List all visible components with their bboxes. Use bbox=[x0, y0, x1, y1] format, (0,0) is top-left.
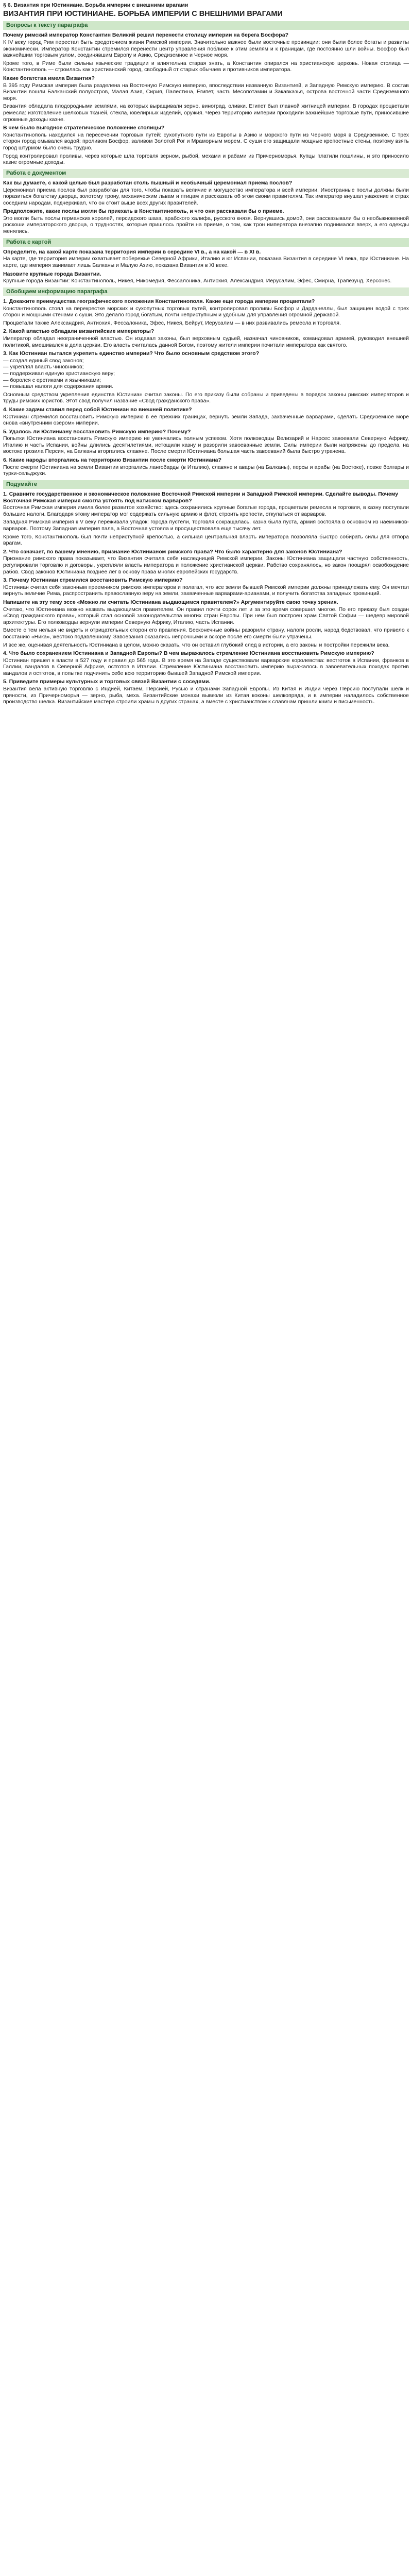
answer-paragraph: Юстиниан стремился восстановить Римскую империю в ее прежних границах, вернуть земли Запада, захваченные варварами, сделать Средиземное море снова «внутренним озером» империи. bbox=[3, 413, 409, 427]
answer-paragraph: Византия обладала плодородными землями, на которых выращивали зерно, виноград, оливки. Египет был главной житницей империи. В городах процветали ремесла: изготовление шелковых тканей, стекла, ювелирных изделий, оружия. Через территорию империи проходили важнейшие торговые пути, приносившие огромные доходы казне. bbox=[3, 103, 409, 123]
question: Какие богатства имела Византия? bbox=[3, 75, 95, 82]
answer-paragraph: Город контролировал проливы, через которые шла торговля зерном, рыбой, мехами и рабами из Причерноморья. Купцы платили пошлины, и это приносило казне огромные доходы. bbox=[3, 152, 409, 166]
question-block bbox=[3, 350, 409, 404]
question-block bbox=[3, 125, 409, 166]
question-block bbox=[3, 650, 409, 676]
answer-paragraph: Западная Римская империя к V веку переживала упадок: города пустели, торговля сокращалась, казна была пуста, армия состояла в основном из наемников-варваров. Поэтому Западная империя пала, а Восточная устояла и просуществовала еще тысячу лет. bbox=[3, 519, 409, 532]
question-block bbox=[3, 457, 409, 477]
question-block bbox=[3, 298, 409, 326]
question: 3. Как Юстиниан пытался укрепить единство империи? Что было основным средством этого? bbox=[3, 350, 260, 357]
question-block bbox=[3, 429, 409, 455]
section-heading: Обобщаем информацию параграфа bbox=[3, 287, 409, 296]
question: 1. Сравните государственное и экономическое положение Восточной Римской империи и Западной Римской империи. Сделайте выводы. Почему Восточная Римская империя смогла устоять под натиском варваров? bbox=[3, 491, 399, 504]
question: Назовите крупные города Византии. bbox=[3, 270, 101, 277]
answer-paragraph: Попытки Юстиниана восстановить Римскую империю не увенчались полным успехом. Хотя полководцы Велизарий и Нарсес завоевали Северную Африку, Италию и часть Испании, войны длились десятилетиями, истощили казну и разорили завоеванные земли. Силы империи были напряжены до предела, на востоке грозила Персия, на Балканы вторгались славяне. После смерти Юстиниана большая часть завоеваний была быстро утрачена. bbox=[3, 435, 409, 455]
question-block bbox=[3, 180, 409, 206]
question: 2. Что означает, по вашему мнению, признание Юстинианом римского права? Что было характерно для законов Юстиниана? bbox=[3, 548, 342, 555]
answer-paragraph: Византия вела активную торговлю с Индией, Китаем, Персией, Русью и странами Западной Европы. Из Китая и Индии через Персию поступали шелк и пряности, из Причерноморья — зерно, рыба, меха. Византийские монахи вывезли из Китая коконы шелкопряда, и в империи наладилось собственное производство шелка. Византийские мастера строили храмы в других странах, а вместе с христианством к славянам пришли книги и письменность. bbox=[3, 686, 409, 705]
answer-paragraph: Кроме того, в Риме были сильны языческие традиции и влиятельна старая знать, а Константин опирался на христианскую церковь. Новая столица — Константинополь — строилась как христианский город, свободный от старых обычаев и противников императора. bbox=[3, 60, 409, 73]
question-block bbox=[3, 208, 409, 234]
question-block bbox=[3, 577, 409, 597]
answer-paragraph: Крупные города Византии: Константинополь, Никея, Никомедия, Фессалоника, Антиохия, Александрия, Иерусалим, Эфес, Смирна, Трапезунд, Херсонес. bbox=[3, 278, 392, 284]
answer-paragraph: Юстиниан считал себя законным преемником римских императоров и полагал, что все земли бывшей Римской империи должны принадлежать ему. Он мечтал вернуть величие Рима, распространить православную веру на земли, захваченные варварами-арианами, и получить богатства западных провинций. bbox=[3, 584, 409, 597]
question: 3. Почему Юстиниан стремился восстановить Римскую империю? bbox=[3, 577, 183, 584]
question: Как вы думаете, с какой целью был разработан столь пышный и необычный церемониал приема послов? bbox=[3, 179, 293, 186]
question-block bbox=[3, 406, 409, 427]
question: В чем было выгодное стратегическое положение столицы? bbox=[3, 125, 165, 131]
list-item: — поддерживал единую христианскую веру; bbox=[3, 370, 115, 377]
answer-paragraph: На карте, где территория империи охватывает побережье Северной Африки, Италию и юг Испании, показана Византия в середине VI века, при Юстиниане. На карте, где империя занимает лишь Балканы и Малую Азию, показана Византия в XI веке. bbox=[3, 256, 409, 269]
question-block bbox=[3, 679, 409, 705]
section-heading: Вопросы к тексту параграфа bbox=[3, 21, 409, 30]
answer-paragraph: Восточная Римская империя имела более развитое хозяйство: здесь сохранились крупные богатые города, процветали ремесла и торговля, в казну поступали большие налоги. Благодаря этому император мог содержать сильную армию и флот, строить крепости, откупаться от варваров. bbox=[3, 504, 409, 517]
answer-paragraph: Это могли быть послы германских королей, персидского шаха, арабского халифа, русского князя. Вернувшись домой, они рассказывали бы о необыкновенной роскоши императорского дворца, о трудностях, которые пришлось пройти на приеме, о том, как трон императора внезапно поднимался вверх, а его одежды менялись. bbox=[3, 215, 409, 235]
answer-paragraph: Признание римского права показывает, что Византия считала себя наследницей Римской империи. Законы Юстиниана защищали частную собственность, регулировали торговлю и договоры, укрепляли власть императора и положение христианской церкви. Рабство сохранялось, но закон поощрял освобождение рабов. Свод законов Юстиниана позднее лег в основу права многих европейских государств. bbox=[3, 555, 409, 575]
breadcrumb: § 6. Византия при Юстиниане. Борьба империи с внешними врагами bbox=[3, 2, 188, 8]
question-block bbox=[3, 271, 409, 284]
section-heading: Работа с картой bbox=[3, 238, 409, 247]
page-title: ВИЗАНТИЯ ПРИ ЮСТИНИАНЕ. БОРЬБА ИМПЕРИИ С ВНЕШНИМИ ВРАГАМИ bbox=[3, 9, 283, 18]
question: 1. Докажите преимущества географического положения Константинополя. Какие еще города империи процветали? bbox=[3, 298, 315, 305]
question-block bbox=[3, 491, 409, 547]
answer-paragraph: Церемониал приема послов был разработан для того, чтобы показать величие и могущество императора и всей империи. Иностранные послы должны были поразиться богатству дворца, золотому трону, механическим львам и птицам и рассказать об этом своим правителям. Так император внушал уважение и страх соседним народам, подчеркивал, что он стоит выше всех других правителей. bbox=[3, 187, 409, 206]
answer-paragraph: Константинополь находился на пересечении торговых путей: сухопутного пути из Европы в Азию и морского пути из Черного моря в Средиземное. С трех сторон город омывался водой: проливом Босфор, заливом Золотой Рог и Мраморным морем. С суши его защищали мощные крепостные стены, поэтому взять город штурмом было очень трудно. bbox=[3, 131, 409, 151]
question: Напишите на эту тему эссе «Можно ли считать Юстиниана выдающимся правителем?» Аргументируйте свою точку зрения. bbox=[3, 599, 338, 605]
question-block bbox=[3, 249, 409, 269]
list-item: — укреплял власть чиновников; bbox=[3, 364, 84, 370]
answer-paragraph: Основным средством укрепления единства Юстиниан считал законы. По его приказу были собраны и приведены в порядок законы римских императоров и труды римских юристов. Этот свод получил название «Свод гражданского права». bbox=[3, 391, 409, 404]
answer-paragraph: Считаю, что Юстиниана можно назвать выдающимся правителем. Он правил почти сорок лет и за это время совершил многое. По его приказу был создан «Свод гражданского права», который стал основой законодательства многих стран Европы. При нем был построен храм Святой Софии — шедевр мировой архитектуры. Его полководцы вернули империи Северную Африку, Италию, часть Испании. bbox=[3, 606, 409, 625]
answer-paragraph: В 395 году Римская империя была разделена на Восточную Римскую империю, впоследствии названную Византией, и Западную Римскую империю. В состав Византии вошли Балканский полуостров, Малая Азия, Сирия, Палестина, Египет, часть Месопотамии и Закавказья, острова восточной части Средиземного моря. bbox=[3, 82, 409, 101]
question: Предположите, какие послы могли бы приехать в Константинополь, и что они рассказали бы о приеме. bbox=[3, 208, 284, 215]
answer-paragraph: К IV веку город Рим перестал быть средоточием жизни Римской империи. Значительно важнее были восточные провинции: они были более богаты и развиты экономически. Император Константин стремился перенести центр управления поближе к этим землям и к границам, где постоянно шли войны. Босфор был важнейшим торговым узлом, соединявшим Европу и Азию, Средиземное и Черное моря. bbox=[3, 39, 409, 59]
question-block bbox=[3, 75, 409, 123]
question-block bbox=[3, 549, 409, 575]
section-heading: Подумайте bbox=[3, 480, 409, 489]
answer-paragraph: Вместе с тем нельзя не видеть и отрицательных сторон его правления. Бесконечные войны разорили страну, налоги росли, народ бедствовал, что привело к восстанию «Ника», жестоко подавленному. Завоевания оказались непрочными и вскоре после его смерти были утрачены. bbox=[3, 627, 409, 640]
question: 4. Какие задачи ставил перед собой Юстиниан во внешней политике? bbox=[3, 406, 192, 413]
page bbox=[0, 0, 412, 705]
answer-list bbox=[3, 358, 409, 390]
question: Определите, на какой карте показана территория империи в середине VI в., а на какой — в XI в. bbox=[3, 248, 261, 255]
answer-paragraph: Юстиниан пришел к власти в 527 году и правил до 565 года. В это время на Западе существовали варварские королевства: вестготов в Испании, франков в Галлии, вандалов в Северной Африке, остготов в Италии. Стремление Юстиниана восстановить империю выражалось в завоевательных походах против вандалов и остготов, в попытке подчинить себе всю территорию бывшей Западной Римской империи. bbox=[3, 657, 409, 676]
question-block bbox=[3, 599, 409, 648]
answer-paragraph: Константинополь стоял на перекрестке морских и сухопутных торговых путей, контролировал проливы Босфор и Дарданеллы, был защищен водой с трех сторон и мощными стенами с суши. Это делало город богатым, почти неприступным и удобным для управления огромной державой. bbox=[3, 305, 409, 318]
question: 5. Приведите примеры культурных и торговых связей Византии с соседями. bbox=[3, 679, 211, 685]
question: Почему римский император Константин Великий решил перенести столицу империи на берега Босфора? bbox=[3, 32, 288, 39]
content bbox=[3, 21, 409, 705]
answer-paragraph: После смерти Юстиниана на земли Византии вторгались лангобарды (в Италию), славяне и авары (на Балканы), персы и арабы (на Востоке), позже болгары и турки-сельджуки. bbox=[3, 464, 409, 477]
question: 4. Что было сохранением Юстиниана и Западной Европы? В чем выражалось стремление Юстиниана восстановить Римскую империю? bbox=[3, 650, 374, 657]
answer-paragraph: Процветали также Александрия, Антиохия, Фессалоника, Эфес, Никея, Бейрут, Иерусалим — в них развивались ремесла и торговля. bbox=[3, 319, 341, 326]
answer-paragraph: Кроме того, Константинополь был почти неприступной крепостью, а сильная центральная власть императора позволяла быстро собирать силы для отпора врагам. bbox=[3, 533, 409, 547]
question-block bbox=[3, 32, 409, 73]
question-block bbox=[3, 328, 409, 348]
question: 6. Какие народы вторгались на территорию Византии после смерти Юстиниана? bbox=[3, 457, 221, 464]
question: 5. Удалось ли Юстиниану восстановить Римскую империю? Почему? bbox=[3, 428, 191, 435]
list-item: — боролся с еретиками и язычниками; bbox=[3, 377, 101, 383]
question: 2. Какой властью обладали византийские императоры? bbox=[3, 328, 154, 335]
section-heading: Работа с документом bbox=[3, 169, 409, 178]
list-item: — создал единый свод законов; bbox=[3, 357, 84, 364]
answer-paragraph: И все же, оценивая деятельность Юстиниана в целом, можно сказать, что он оставил глубокий след в истории, а его законы и постройки пережили века. bbox=[3, 641, 390, 648]
answer-paragraph: Император обладал неограниченной властью. Он издавал законы, был верховным судьей, назначал чиновников, командовал армией, руководил внешней политикой, вмешивался в дела церкви. Его власть считалась данной Богом, поэтому жители империи почитали императора как святого. bbox=[3, 335, 409, 348]
list-item: — повышал налоги для содержания армии. bbox=[3, 383, 114, 390]
